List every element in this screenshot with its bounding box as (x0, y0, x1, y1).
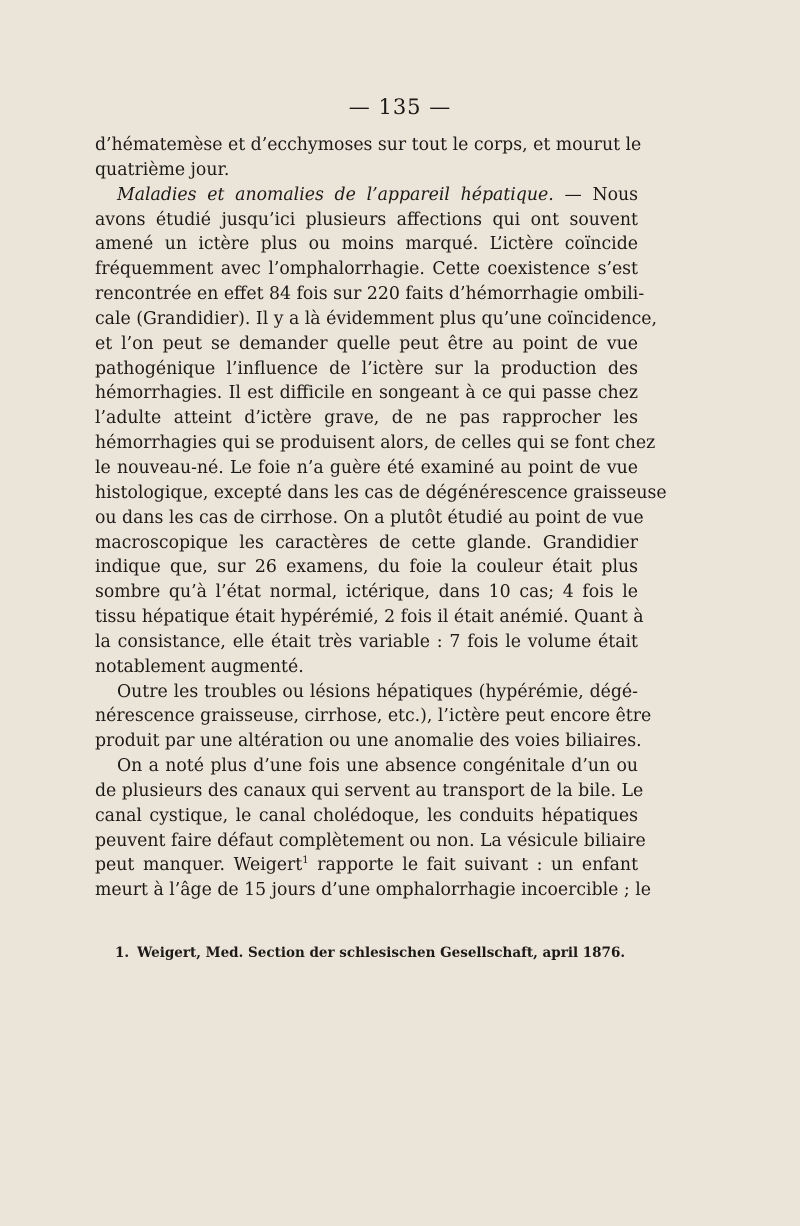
text-line: On a noté plus d’une fois une absence congénitale d’un ou (117, 756, 638, 777)
text-line: Outre les troubles ou lésions hépatiques (hypérémie, dégé- (117, 681, 638, 702)
text-line: cale (Grandidier). Il y a là évidemment plus qu’une coïncidence, (95, 308, 657, 329)
footnote (115, 943, 635, 963)
text-line: tissu hépatique était hypérémié, 2 fois il était anémié. Quant à (95, 607, 644, 628)
text-line: fréquemment avec l’omphalorrhagie. Cette coexistence s’est (95, 259, 638, 280)
text-line: avons étudié jusqu’ici plusieurs affections qui ont souvent (95, 209, 638, 230)
page-number: — 135 — (348, 95, 452, 119)
footnote-text: Weigert, Med. Section der schlesischen Gesellschaft, april 1876. (137, 945, 626, 961)
text-line: la consistance, elle était très variable : 7 fois le volume était (95, 631, 638, 652)
text-fragment: peut manquer. Weigert (95, 855, 303, 876)
text-line: histologique, excepté dans les cas de dégénérescence graisseuse (95, 482, 667, 503)
text-line: pathogénique l’influence de l’ictère sur la production des (95, 358, 638, 379)
footnote-number: 1. (115, 945, 130, 961)
text-line: hémorrhagies qui se produisent alors, de celles qui se font chez (95, 433, 656, 454)
text-line: d’hématemèse et d’ecchymoses sur tout le corps, et mourut le (95, 135, 642, 155)
text-fragment: Nous (592, 184, 638, 205)
text-line: quatrième jour. (95, 159, 230, 180)
text-line (95, 183, 638, 208)
text-line (95, 853, 638, 878)
text-fragment: rapporte le fait suivant : un enfant (308, 855, 639, 876)
text-line: et l’on peut se demander quelle peut être au point de vue (95, 333, 638, 354)
text-line: peuvent faire défaut complètement ou non. La vésicule biliaire (95, 830, 646, 851)
text-line: nérescence graisseuse, cirrhose, etc.), l’ictère peut encore être (95, 706, 652, 727)
text-line: notablement augmenté. (95, 656, 304, 677)
text-line: meurt à l’âge de 15 jours d’une omphalorrhagie incoercible ; le (95, 880, 651, 901)
text-line: amené un ictère plus ou moins marqué. L’ictère coïncide (95, 234, 638, 255)
text-line: hémorrhagies. Il est difficile en songeant à ce qui passe chez (95, 383, 638, 404)
text-line: le nouveau-né. Le foie n’a guère été examiné au point de vue (95, 457, 638, 478)
section-heading: Maladies et anomalies de l’appareil hépatique. — (117, 184, 582, 205)
text-line: canal cystique, le canal cholédoque, les conduits hépatiques (95, 805, 638, 826)
footnote-marker: 1 (302, 855, 309, 867)
text-line: rencontrée en effet 84 fois sur 220 faits d’hémorrhagie ombili- (95, 284, 645, 305)
text-line: de plusieurs des canaux qui servent au transport de la bile. Le (95, 780, 644, 801)
text-line: l’adulte atteint d’ictère grave, de ne pas rapprocher les (95, 408, 638, 429)
text-line: macroscopique les caractères de cette glande. Grandidier (95, 532, 638, 553)
body-text (95, 133, 667, 903)
text-line: indique que, sur 26 examens, du foie la couleur était plus (95, 557, 638, 578)
text-line: produit par une altération ou une anomalie des voies biliaires. (95, 731, 642, 752)
text-line: sombre qu’à l’état normal, ictérique, dans 10 cas; 4 fois le (95, 582, 638, 603)
text-line: ou dans les cas de cirrhose. On a plutôt étudié au point de vue (95, 507, 644, 528)
